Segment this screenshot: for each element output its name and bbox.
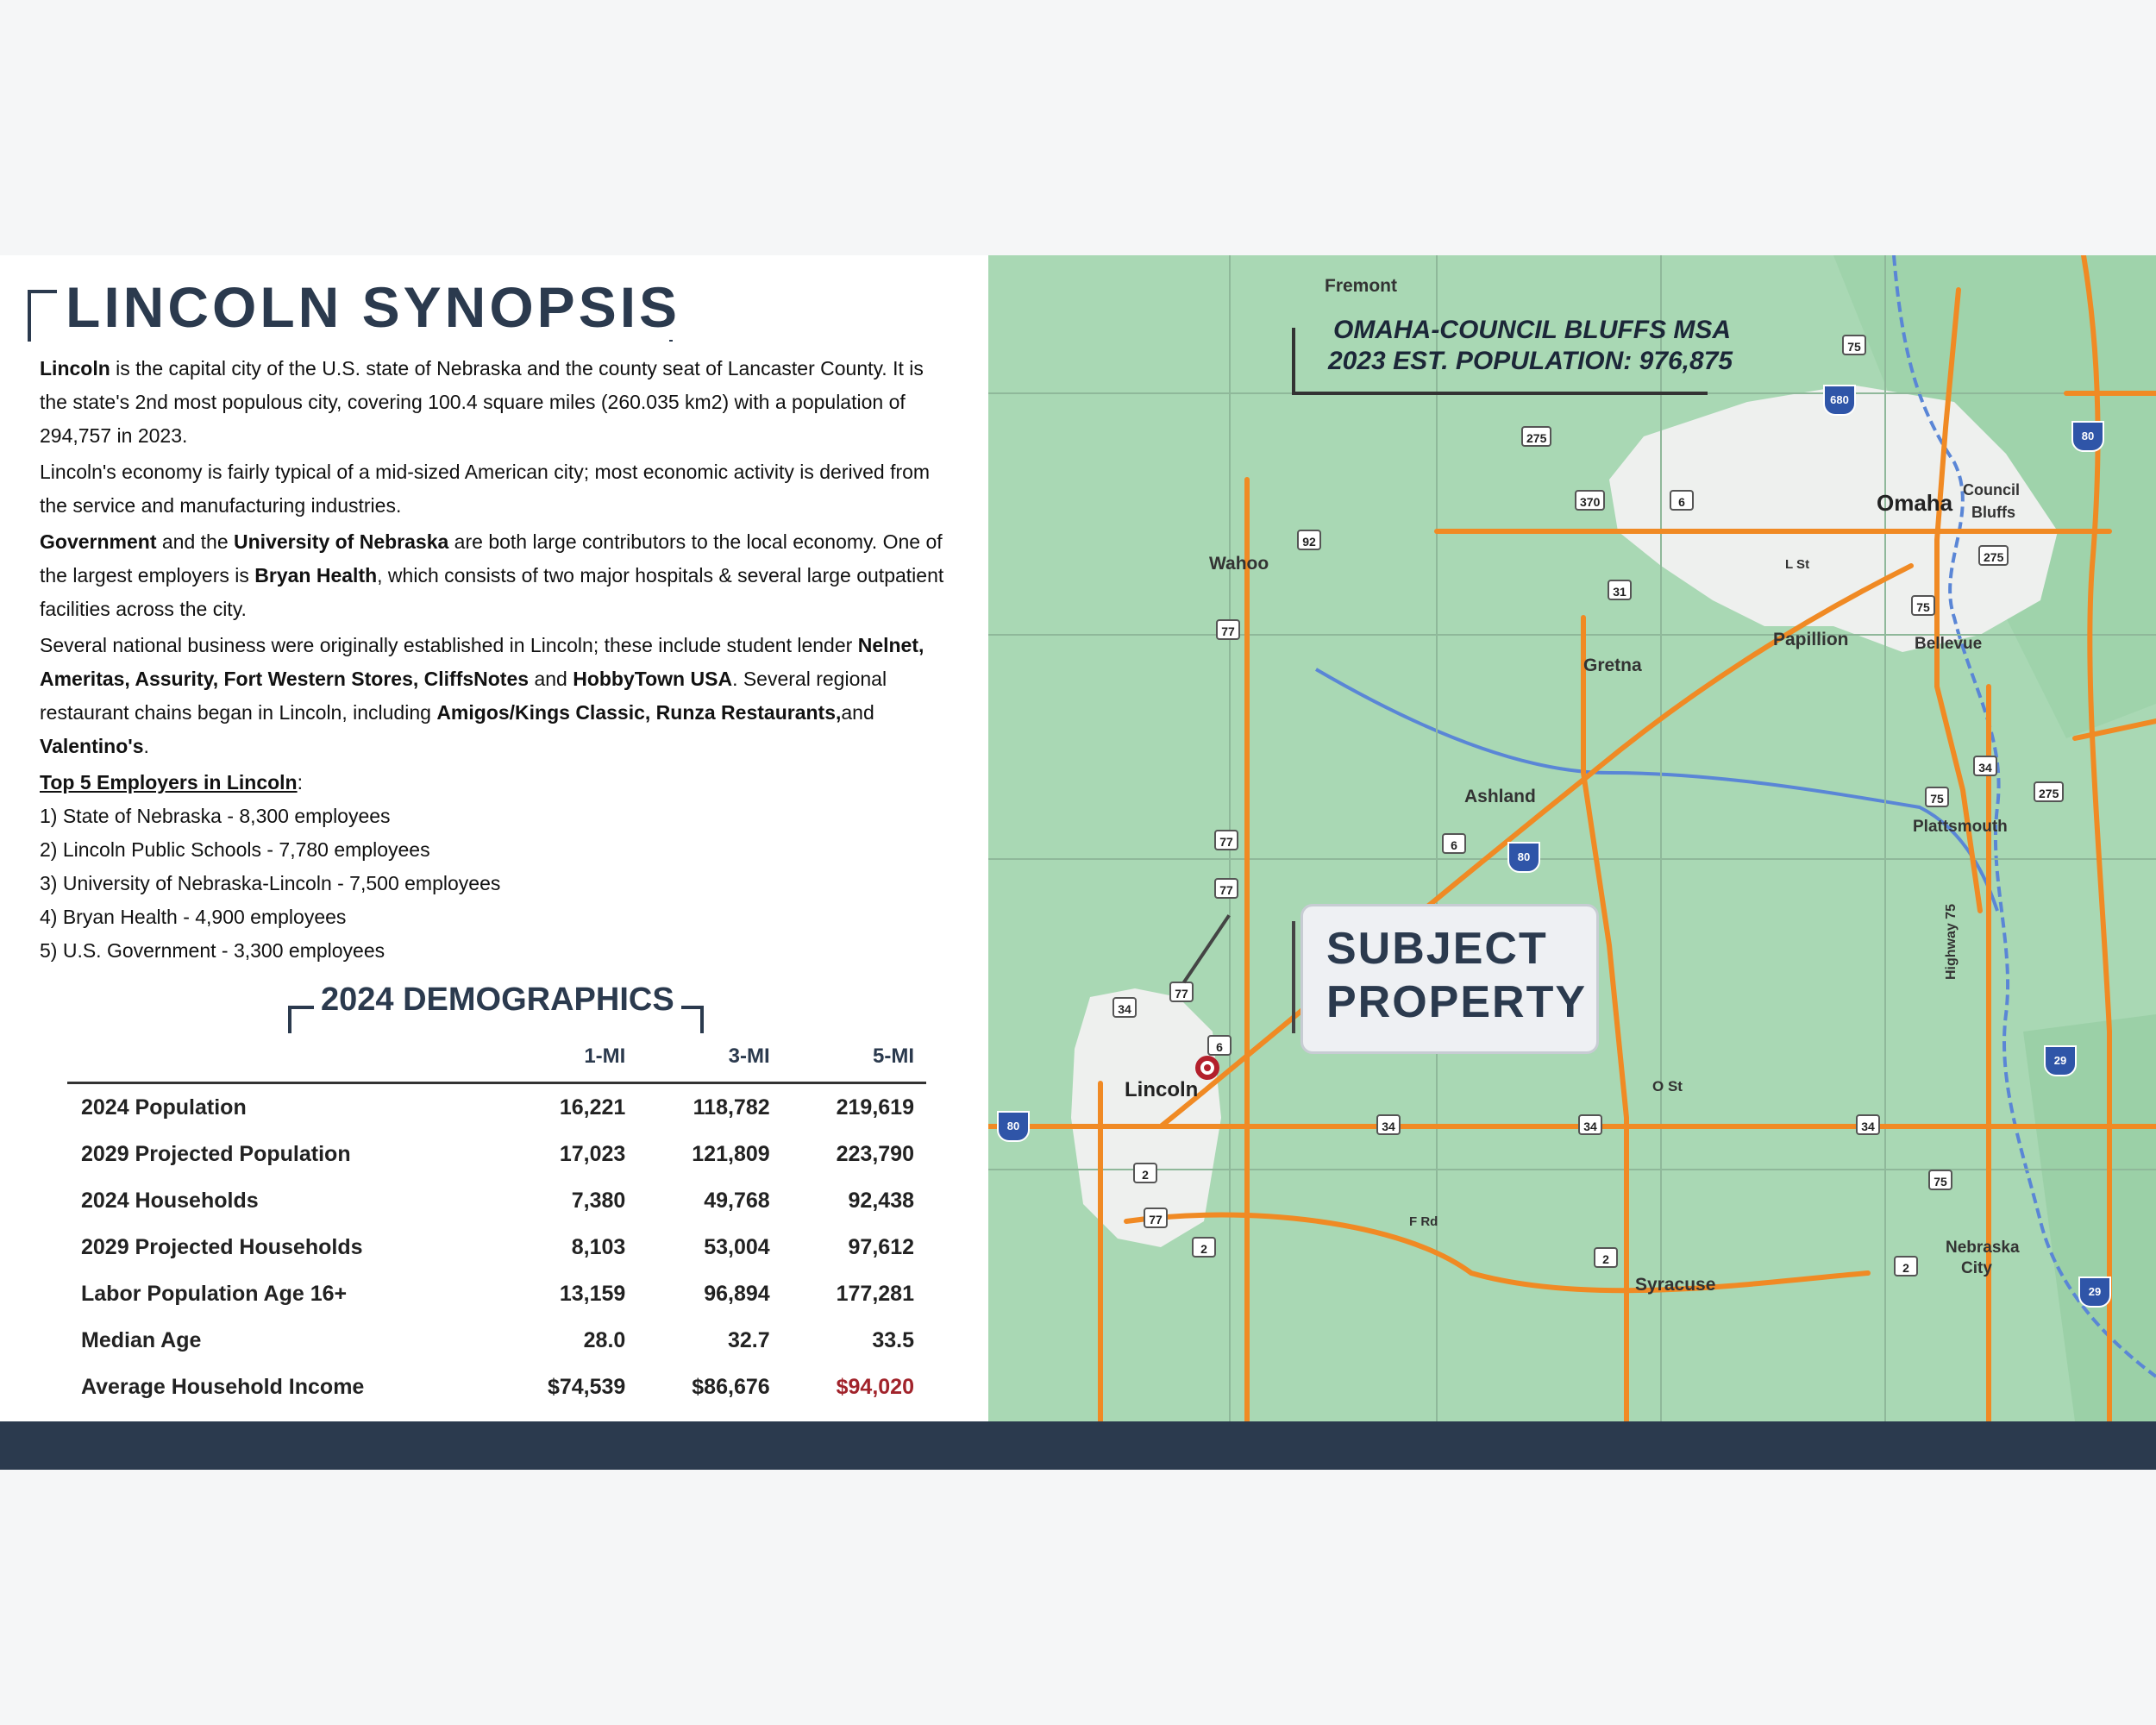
route-shield: 34 xyxy=(1376,1114,1401,1135)
interstate-shield: 80 xyxy=(1507,842,1540,873)
cell: 96,894 xyxy=(704,1281,770,1306)
city-label-gretna: Gretna xyxy=(1583,656,1642,675)
demographics-table xyxy=(67,1040,926,1410)
cell: 33.5 xyxy=(872,1327,914,1352)
interstate-shield: 680 xyxy=(1823,385,1856,416)
route-shield: 77 xyxy=(1169,982,1194,1002)
interstate-shield: 80 xyxy=(2071,421,2104,452)
city-label-ashland: Ashland xyxy=(1464,787,1536,806)
city-label-omaha: Omaha xyxy=(1877,490,1953,516)
table-row xyxy=(67,1364,926,1410)
cell: 32.7 xyxy=(727,1327,770,1352)
cell: $74,539 xyxy=(547,1374,626,1399)
city-label-wahoo: Wahoo xyxy=(1209,554,1269,574)
route-shield: 75 xyxy=(1911,595,1935,616)
city-label-fremont: Fremont xyxy=(1325,276,1397,296)
table-row xyxy=(67,1317,926,1364)
header-label xyxy=(67,1040,493,1083)
cell: 17,023 xyxy=(559,1141,626,1166)
row-label: 2029 Projected Households xyxy=(81,1234,363,1259)
column-3mi: 3-MI xyxy=(637,1040,781,1083)
interstate-shield: 29 xyxy=(2044,1045,2077,1076)
route-shield: 6 xyxy=(1670,490,1694,511)
route-shield: 75 xyxy=(1928,1170,1952,1190)
table-row xyxy=(67,1131,926,1177)
city-label-lincoln: Lincoln xyxy=(1125,1078,1199,1101)
route-shield: 34 xyxy=(1578,1114,1602,1135)
route-shield: 2 xyxy=(1133,1163,1157,1183)
footer-bar xyxy=(0,1421,2156,1470)
row-label: 2024 Population xyxy=(81,1095,247,1120)
cell: 92,438 xyxy=(848,1188,914,1213)
road-label-highway-75: Highway 75 xyxy=(1944,903,1959,980)
cell: 28.0 xyxy=(583,1327,626,1352)
table-row xyxy=(67,1177,926,1224)
demographics-title: 2024 DEMOGRAPHICS xyxy=(314,982,681,1019)
interstate-shield: 80 xyxy=(997,1111,1030,1142)
page-title: LINCOLN SYNOPSIS xyxy=(57,274,689,340)
subject-label-line1: SUBJECT xyxy=(1326,924,1548,974)
cell: 121,809 xyxy=(692,1141,770,1166)
cell: 177,281 xyxy=(836,1281,914,1306)
column-5mi: 5-MI xyxy=(782,1040,926,1083)
road-label-o-st: O St xyxy=(1652,1078,1683,1095)
cell: 118,782 xyxy=(693,1095,770,1120)
route-shield: 77 xyxy=(1214,878,1238,899)
cell: 7,380 xyxy=(571,1188,626,1213)
cell: 49,768 xyxy=(704,1188,770,1213)
table-header-row xyxy=(67,1040,926,1083)
intro-paragraph-2: Lincoln's economy is fairly typical of a mid-sized American city; most economic activity is derived from the service and manufacturing industries. xyxy=(40,461,931,517)
slide xyxy=(0,255,2156,1470)
synopsis-panel xyxy=(0,255,988,1421)
route-shield: 77 xyxy=(1144,1208,1168,1228)
city-label-plattsmouth: Plattsmouth xyxy=(1913,818,2008,836)
cell: 13,159 xyxy=(559,1281,626,1306)
route-shield: 2 xyxy=(1894,1256,1918,1276)
route-shield: 275 xyxy=(2034,781,2064,802)
table-row xyxy=(67,1083,926,1132)
route-shield: 370 xyxy=(1575,490,1605,511)
intro-paragraph-1: Lincoln is the capital city of the U.S. state of Nebraska and the county seat of Lancaster County. It is the state's 2nd most populous city, covering 100.4 square miles (260.035 km2) with a population of 294,757 in 2023. xyxy=(40,357,924,447)
interstate-shield: 29 xyxy=(2078,1276,2111,1308)
route-shield: 92 xyxy=(1297,530,1321,550)
city-label-papillion: Papillion xyxy=(1773,630,1849,649)
city-label-city: City xyxy=(1961,1259,1992,1277)
city-label-syracuse: Syracuse xyxy=(1635,1275,1716,1295)
route-shield: 75 xyxy=(1842,335,1866,355)
city-label-bluffs: Bluffs xyxy=(1971,504,2015,521)
subject-divider xyxy=(1292,921,1295,1033)
route-shield: 2 xyxy=(1594,1247,1618,1268)
list-item: 5) U.S. Government - 3,300 employees xyxy=(40,939,385,962)
route-shield: 34 xyxy=(1112,997,1137,1018)
route-shield: 75 xyxy=(1925,787,1949,807)
list-item: 2) Lincoln Public Schools - 7,780 employees xyxy=(40,838,430,861)
intro-paragraph-3: Government and the University of Nebraska are both large contributors to the local economy. One of the largest employers is Bryan Health, which consists of two major hospitals & several large outpatient facilities across the city. xyxy=(40,530,944,620)
column-1mi: 1-MI xyxy=(493,1040,637,1083)
route-shield: 77 xyxy=(1216,619,1240,640)
city-label-nebraska: Nebraska xyxy=(1946,1239,2020,1257)
cell: 53,004 xyxy=(704,1234,770,1259)
cell: 8,103 xyxy=(571,1234,626,1259)
route-shield: 77 xyxy=(1214,830,1238,850)
list-item: 3) University of Nebraska-Lincoln - 7,500 employees xyxy=(40,872,501,894)
top-employers-list xyxy=(40,766,950,968)
top-employers-heading: Top 5 Employers in Lincoln: xyxy=(40,771,303,794)
cell: $86,676 xyxy=(692,1374,770,1399)
road-label-f-rd: F Rd xyxy=(1409,1214,1438,1229)
msa-title: OMAHA-COUNCIL BLUFFS MSA xyxy=(1333,316,1732,344)
highlight-cell: $94,020 xyxy=(836,1374,914,1399)
msa-population: 2023 EST. POPULATION: 976,875 xyxy=(1328,347,1733,375)
cell: 223,790 xyxy=(836,1141,914,1166)
road-label-l-st: L St xyxy=(1785,557,1810,572)
cell: 16,221 xyxy=(559,1095,626,1120)
route-shield: 2 xyxy=(1192,1237,1216,1258)
table-row xyxy=(67,1224,926,1270)
subject-label-line2: PROPERTY xyxy=(1326,977,1588,1027)
list-item: 1) State of Nebraska - 8,300 employees xyxy=(40,805,391,827)
route-shield: 31 xyxy=(1608,580,1632,600)
route-shield: 34 xyxy=(1973,756,1997,776)
row-label: Average Household Income xyxy=(81,1374,365,1399)
route-shield: 275 xyxy=(1521,426,1551,447)
cell: 97,612 xyxy=(848,1234,914,1259)
row-label: Median Age xyxy=(81,1327,202,1352)
row-label: Labor Population Age 16+ xyxy=(81,1281,348,1306)
route-shield: 6 xyxy=(1207,1035,1232,1056)
city-label-bellevue: Bellevue xyxy=(1915,635,1983,653)
list-item: 4) Bryan Health - 4,900 employees xyxy=(40,906,347,928)
table-row xyxy=(67,1270,926,1317)
row-label: 2029 Projected Population xyxy=(81,1141,351,1166)
city-label-council: Council xyxy=(1963,481,2020,499)
intro-paragraph-4: Several national business were originally established in Lincoln; these include student lender Nelnet, Ameritas, Assurity, Fort Western Stores, CliffsNotes and HobbyTown USA. Several regional restaurant chains began in Lincoln, including Amigos/Kings Classic, Runza Restaurants,and Valentino's. xyxy=(40,634,924,757)
route-shield: 6 xyxy=(1442,833,1466,854)
cell: 219,619 xyxy=(836,1095,914,1120)
synopsis-text xyxy=(40,352,950,968)
subject-marker-dot xyxy=(1204,1064,1211,1071)
region-map[interactable] xyxy=(988,255,2156,1421)
row-label: 2024 Households xyxy=(81,1188,259,1213)
route-shield: 34 xyxy=(1856,1114,1880,1135)
route-shield: 275 xyxy=(1978,545,2009,566)
